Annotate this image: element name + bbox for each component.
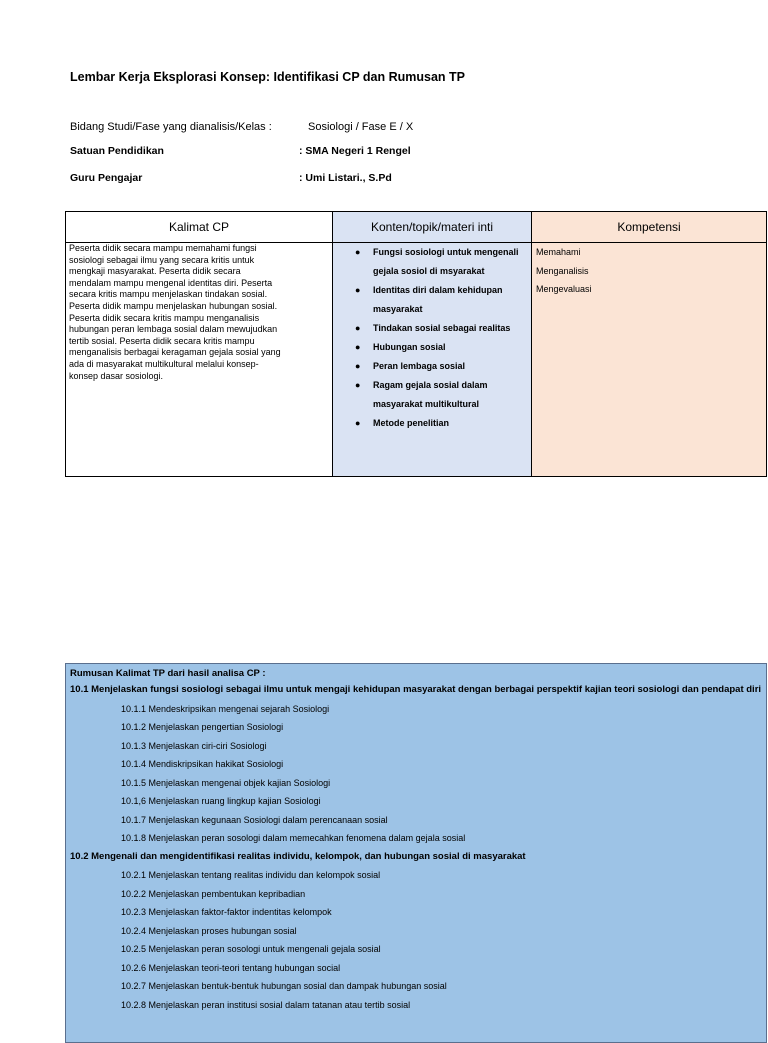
kompetensi-list xyxy=(532,243,766,299)
tp-item: 10.1.3 Menjelaskan ciri-ciri Sosiologi xyxy=(121,740,267,751)
bullet-icon: ● xyxy=(355,247,361,257)
topic-item xyxy=(333,357,527,376)
kalimat-cp-header: Kalimat CP xyxy=(66,212,332,243)
meta-guru-value: : Umi Listari., S.Pd xyxy=(299,172,392,184)
cp-analysis-table xyxy=(65,211,767,477)
topic-item xyxy=(333,376,527,414)
kalimat-cp-text: Peserta didik secara mampu memahami fungsi sosiologi sebagai ilmu yang secara kritis untuk mengkaji masyarakat. Peserta didik secara mendalam mampu mengenal identitas diri. Peserta secara kritis mampu menjelaskan tindakan sosial. Peserta didik mampu menjelaskan hubungan sosial. Peserta didik secara kritis mampu menganalisis hubungan peran lembaga sosial dalam mewujudkan tertib sosial. Peserta didik secara kritis mampu menganalisis berbagai keragaman gejala sosial yang ada di masyarakat multikultural melalui konsep- konsep dasar sosiologi. xyxy=(69,243,281,381)
meta-satuan-value: : SMA Negeri 1 Rengel xyxy=(299,145,411,157)
topic-text: Metode penelitian xyxy=(373,418,450,428)
topic-item xyxy=(333,319,527,338)
tp-item: 10.2.4 Menjelaskan proses hubungan sosial xyxy=(121,925,297,936)
tp-group-title: 10.1 Menjelaskan fungsi sosiologi sebagai ilmu untuk mengaji kehidupan masyarakat dengan berbagai perspektif kajian teori sosiologi dan pendapat diri xyxy=(70,684,762,695)
rumusan-tp-heading: Rumusan Kalimat TP dari hasil analisa CP : xyxy=(70,668,266,679)
tp-group-title: 10.2 Mengenali dan mengidentifikasi realitas individu, kelompok, dan hubungan sosial di masyarakat xyxy=(70,850,526,862)
meta-satuan-label: Satuan Pendidikan xyxy=(70,145,164,157)
topic-list xyxy=(333,243,531,433)
bullet-icon: ● xyxy=(355,418,361,428)
konten-column xyxy=(333,212,532,476)
bullet-icon: ● xyxy=(355,285,361,295)
tp-item: 10.2.2 Menjelaskan pembentukan kepribadian xyxy=(121,888,306,899)
kompetensi-item: Menganalisis xyxy=(536,265,589,276)
topic-item xyxy=(333,338,527,357)
tp-item: 10.1,6 Menjelaskan ruang lingkup kajian Sosiologi xyxy=(121,796,321,806)
tp-item: 10.1.5 Menjelaskan mengenai objek kajian Sosiologi xyxy=(121,777,331,788)
tp-item: 10.2.6 Menjelaskan teori-teori tentang hubungan social xyxy=(121,962,341,973)
topic-text: Ragam gejala sosial dalam masyarakat multikultural xyxy=(373,380,488,409)
kalimat-cp-column xyxy=(66,212,333,476)
bullet-icon: ● xyxy=(355,380,361,390)
tp-item: 10.2.1 Menjelaskan tentang realitas individu dan kelompok sosial xyxy=(121,870,381,880)
topic-item xyxy=(333,243,527,281)
rumusan-tp-box xyxy=(65,663,767,1043)
meta-bidang-value: Sosiologi / Fase E / X xyxy=(308,121,414,133)
bullet-icon: ● xyxy=(355,361,361,371)
tp-item: 10.2.8 Menjelaskan peran institusi sosial dalam tatanan atau tertib sosial xyxy=(121,999,411,1010)
meta-guru-label: Guru Pengajar xyxy=(70,172,143,184)
tp-item: 10.1.2 Menjelaskan pengertian Sosiologi xyxy=(121,722,284,732)
topic-text: Fungsi sosiologi untuk mengenali gejala sosiol di msyarakat xyxy=(373,247,519,276)
tp-item: 10.2.5 Menjelaskan peran sosologi untuk mengenali gejala sosial xyxy=(121,944,381,954)
topic-item xyxy=(333,414,527,433)
topic-item xyxy=(333,281,527,319)
kompetensi-item: Memahami xyxy=(536,247,581,257)
bullet-icon: ● xyxy=(355,342,361,352)
topic-text: Identitas diri dalam kehidupan masyarakat xyxy=(373,285,503,314)
topic-text: Hubungan sosial xyxy=(373,342,446,352)
topic-text: Peran lembaga sosial xyxy=(373,361,466,371)
konten-header: Konten/topik/materi inti xyxy=(333,212,531,243)
tp-item: 10.1.1 Mendeskripsikan mengenai sejarah Sosiologi xyxy=(121,703,330,714)
tp-item: 10.1.4 Mendiskripsikan hakikat Sosiologi xyxy=(121,759,284,769)
tp-item: 10.1.8 Menjelaskan peran sosologi dalam memecahkan fenomena dalam gejala sosial xyxy=(121,833,466,843)
kompetensi-item: Mengevaluasi xyxy=(536,284,592,294)
tp-item: 10.1.7 Menjelaskan kegunaan Sosiologi dalam perencanaan sosial xyxy=(121,814,388,825)
tp-item: 10.2.3 Menjelaskan faktor-faktor indentitas kelompok xyxy=(121,907,332,917)
page-title: Lembar Kerja Eksplorasi Konsep: Identifikasi CP dan Rumusan TP xyxy=(70,70,466,84)
bullet-icon: ● xyxy=(355,323,361,333)
kompetensi-column xyxy=(532,212,766,476)
tp-item: 10.2.7 Menjelaskan bentuk-bentuk hubungan sosial dan dampak hubungan sosial xyxy=(121,981,447,991)
kompetensi-header: Kompetensi xyxy=(532,212,766,243)
topic-text: Tindakan sosial sebagai realitas xyxy=(373,323,511,333)
meta-bidang-label: Bidang Studi/Fase yang dianalisis/Kelas : xyxy=(70,121,272,133)
